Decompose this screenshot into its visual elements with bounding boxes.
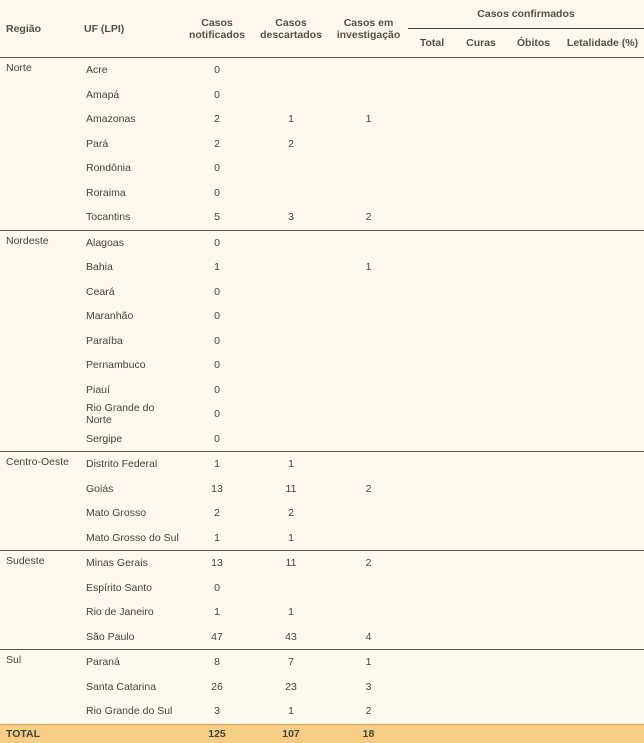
cell-confirmados-empty — [408, 402, 456, 427]
cell-regiao — [0, 501, 78, 526]
cell-notificados: 13 — [181, 551, 253, 576]
cell-regiao: Sul — [0, 650, 78, 675]
header-total: Total — [408, 29, 456, 58]
cell-confirmados-empty — [408, 625, 456, 650]
cell-confirmados-empty — [456, 181, 506, 206]
cell-confirmados-empty — [408, 576, 456, 601]
cell-confirmados-empty — [456, 304, 506, 329]
cell-regiao: Norte — [0, 58, 78, 83]
cell-confirmados-empty — [408, 83, 456, 108]
cell-investigacao — [329, 83, 408, 108]
header-descartados: Casos descartados — [253, 0, 329, 58]
cell-confirmados-empty — [506, 501, 561, 526]
table-row — [0, 452, 644, 477]
cell-notificados: 8 — [181, 650, 253, 675]
cell-uf: Paraíba — [86, 334, 123, 347]
cell-investigacao: 2 — [365, 211, 372, 224]
table-row — [0, 205, 644, 230]
cell-descartados: 1 — [288, 531, 294, 544]
cell-confirmados-empty — [561, 501, 644, 526]
cell-investigacao: 3 — [365, 680, 372, 693]
cell-regiao — [0, 699, 78, 724]
cell-confirmados-empty — [408, 58, 456, 83]
cell-confirmados-empty — [561, 452, 644, 477]
cell-notificados: 0 — [214, 285, 220, 298]
cell-descartados — [253, 255, 329, 280]
table-row — [0, 675, 644, 700]
cell-confirmados-empty — [456, 625, 506, 650]
cell-investigacao — [329, 132, 408, 157]
cell-confirmados-empty — [408, 181, 456, 206]
cell-descartados — [253, 304, 329, 329]
table-row — [0, 58, 644, 83]
table-row — [0, 625, 644, 650]
cell-descartados — [253, 156, 329, 181]
cell-confirmados-empty — [506, 378, 561, 403]
table-row — [0, 477, 644, 502]
cell-notificados: 0 — [181, 230, 253, 255]
cell-notificados: 1 — [214, 531, 220, 544]
cell-investigacao: 1 — [365, 261, 372, 274]
cell-confirmados-empty — [561, 600, 644, 625]
cell-confirmados-empty — [561, 230, 644, 255]
cell-descartados: 2 — [288, 137, 294, 150]
table-row — [0, 600, 644, 625]
cell-descartados — [253, 427, 329, 452]
cell-descartados: 3 — [288, 211, 294, 224]
cell-confirmados-empty — [561, 526, 644, 551]
cell-confirmados-empty — [408, 156, 456, 181]
cell-uf: Sergipe — [86, 432, 123, 445]
cell-confirmados-empty — [456, 501, 506, 526]
cell-investigacao — [329, 304, 408, 329]
cell-descartados: 11 — [285, 482, 297, 495]
cell-regiao — [0, 402, 78, 427]
cell-confirmados-empty — [506, 526, 561, 551]
cell-confirmados-empty — [506, 402, 561, 427]
cell-regiao — [0, 205, 78, 230]
cell-confirmados-empty — [506, 107, 561, 132]
cell-notificados: 1 — [214, 261, 220, 274]
cell-confirmados-empty — [408, 526, 456, 551]
cell-notificados: 1 — [181, 452, 253, 477]
cell-confirmados-empty — [456, 132, 506, 157]
cell-confirmados-empty — [506, 132, 561, 157]
cell-regiao — [0, 156, 78, 181]
cell-confirmados-empty — [561, 58, 644, 83]
cell-investigacao: 1 — [329, 650, 408, 675]
cell-descartados — [253, 83, 329, 108]
cell-investigacao — [329, 576, 408, 601]
cell-investigacao — [329, 600, 408, 625]
cell-confirmados-empty — [408, 675, 456, 700]
cell-descartados — [253, 58, 329, 83]
cell-uf: Rio Grande do Norte — [86, 402, 155, 427]
cell-confirmados-empty — [456, 280, 506, 305]
cell-confirmados-empty — [456, 107, 506, 132]
cell-descartados — [253, 576, 329, 601]
cell-notificados: 0 — [181, 58, 253, 83]
cell-confirmados-empty — [408, 353, 456, 378]
cell-confirmados-empty — [408, 600, 456, 625]
cell-regiao — [0, 107, 78, 132]
total-empty — [456, 724, 506, 743]
cell-regiao: Sudeste — [0, 551, 78, 576]
cell-confirmados-empty — [506, 255, 561, 280]
cell-investigacao — [329, 58, 408, 83]
cell-confirmados-empty — [456, 477, 506, 502]
cell-confirmados-empty — [561, 83, 644, 108]
cell-confirmados-empty — [561, 132, 644, 157]
cell-confirmados-empty — [408, 329, 456, 354]
table-row — [0, 576, 644, 601]
cell-investigacao — [329, 156, 408, 181]
cell-confirmados-empty — [561, 156, 644, 181]
cell-notificados: 0 — [214, 186, 220, 199]
header-curas: Curas — [456, 29, 506, 58]
cell-confirmados-empty — [456, 255, 506, 280]
cell-confirmados-empty — [506, 329, 561, 354]
table-row — [0, 402, 644, 427]
total-row — [0, 724, 644, 743]
cell-confirmados-empty — [456, 353, 506, 378]
cell-notificados: 0 — [214, 408, 220, 421]
cell-uf: Tocantins — [86, 211, 131, 224]
cell-uf: Mato Grosso do Sul — [86, 531, 179, 544]
total-descartados: 107 — [253, 724, 329, 743]
cell-confirmados-empty — [561, 675, 644, 700]
cell-confirmados-empty — [456, 83, 506, 108]
cell-confirmados-empty — [456, 675, 506, 700]
cell-uf: Amapá — [86, 88, 120, 101]
cell-confirmados-empty — [561, 304, 644, 329]
cell-confirmados-empty — [408, 230, 456, 255]
cell-confirmados-empty — [408, 205, 456, 230]
total-empty — [561, 724, 644, 743]
cell-confirmados-empty — [561, 551, 644, 576]
cell-confirmados-empty — [506, 230, 561, 255]
table-row — [0, 650, 644, 675]
cell-descartados: 11 — [253, 551, 329, 576]
cell-regiao — [0, 675, 78, 700]
cell-confirmados-empty — [561, 699, 644, 724]
cell-uf: Maranhão — [86, 310, 134, 323]
cell-notificados: 0 — [214, 383, 220, 396]
cell-confirmados-empty — [506, 650, 561, 675]
header-investigacao: Casos em investigação — [329, 0, 408, 58]
cell-descartados: 43 — [285, 630, 297, 643]
cell-regiao — [0, 477, 78, 502]
total-investigacao: 18 — [329, 724, 408, 743]
cell-descartados — [253, 230, 329, 255]
table-row — [0, 280, 644, 305]
cell-descartados: 1 — [288, 606, 294, 619]
cell-uf: Bahia — [86, 261, 113, 274]
table-row — [0, 551, 644, 576]
cell-regiao: Nordeste — [0, 230, 78, 255]
cell-confirmados-empty — [506, 551, 561, 576]
cell-uf: Roraima — [86, 186, 126, 199]
total-empty — [506, 724, 561, 743]
cell-notificados: 47 — [211, 630, 223, 643]
header-obitos: Óbitos — [506, 29, 561, 58]
cell-regiao — [0, 304, 78, 329]
cell-confirmados-empty — [561, 576, 644, 601]
cell-investigacao — [329, 452, 408, 477]
cell-confirmados-empty — [408, 551, 456, 576]
cell-investigacao — [329, 402, 408, 427]
cell-confirmados-empty — [506, 427, 561, 452]
cell-descartados — [253, 280, 329, 305]
cell-notificados: 3 — [214, 705, 220, 718]
cell-confirmados-empty — [506, 58, 561, 83]
cell-investigacao — [329, 501, 408, 526]
cell-confirmados-empty — [408, 452, 456, 477]
cell-uf: Santa Catarina — [86, 680, 157, 693]
cell-investigacao — [329, 353, 408, 378]
cell-notificados: 0 — [214, 310, 220, 323]
header-uf: UF (LPI) — [78, 0, 181, 58]
cell-notificados: 0 — [214, 88, 220, 101]
cell-descartados: 1 — [288, 705, 294, 718]
table-row — [0, 83, 644, 108]
cell-uf: Paraná — [78, 650, 181, 675]
cell-descartados: 2 — [288, 507, 294, 520]
cell-notificados: 0 — [214, 359, 220, 372]
cell-confirmados-empty — [456, 402, 506, 427]
table-row — [0, 132, 644, 157]
cell-confirmados-empty — [561, 353, 644, 378]
cell-confirmados-empty — [506, 452, 561, 477]
cell-uf: Minas Gerais — [78, 551, 181, 576]
cell-confirmados-empty — [456, 526, 506, 551]
table-row — [0, 699, 644, 724]
cell-uf: Distrito Federal — [78, 452, 181, 477]
cell-investigacao — [329, 329, 408, 354]
cell-confirmados-empty — [561, 205, 644, 230]
cell-descartados: 1 — [253, 452, 329, 477]
cell-confirmados-empty — [408, 650, 456, 675]
cell-confirmados-empty — [456, 551, 506, 576]
table-row — [0, 427, 644, 452]
cell-confirmados-empty — [408, 132, 456, 157]
table-row — [0, 156, 644, 181]
cell-uf: Pará — [86, 137, 109, 150]
cell-confirmados-empty — [506, 280, 561, 305]
table-row — [0, 353, 644, 378]
cell-confirmados-empty — [561, 477, 644, 502]
header-confirmados-group: Casos confirmados — [408, 0, 644, 29]
cell-confirmados-empty — [408, 477, 456, 502]
cell-confirmados-empty — [456, 699, 506, 724]
cell-confirmados-empty — [456, 156, 506, 181]
cell-uf: Rio de Janeiro — [86, 606, 154, 619]
cell-investigacao: 2 — [365, 482, 372, 495]
cell-descartados: 23 — [285, 680, 297, 693]
cell-confirmados-empty — [456, 452, 506, 477]
cell-confirmados-empty — [456, 329, 506, 354]
cell-investigacao: 4 — [365, 630, 372, 643]
cell-confirmados-empty — [506, 353, 561, 378]
cell-confirmados-empty — [456, 378, 506, 403]
cell-investigacao: 2 — [365, 705, 372, 718]
cell-confirmados-empty — [561, 329, 644, 354]
cell-uf: Amazonas — [86, 113, 136, 126]
cell-confirmados-empty — [506, 156, 561, 181]
header-letalidade: Letalidade (%) — [561, 29, 644, 58]
cell-uf: Pernambuco — [86, 359, 146, 372]
cell-confirmados-empty — [408, 280, 456, 305]
cell-confirmados-empty — [561, 280, 644, 305]
cell-confirmados-empty — [561, 625, 644, 650]
cell-descartados: 7 — [253, 650, 329, 675]
cell-regiao — [0, 353, 78, 378]
cell-confirmados-empty — [561, 378, 644, 403]
total-empty — [78, 724, 181, 743]
cell-confirmados-empty — [408, 304, 456, 329]
cell-uf: Rondônia — [86, 162, 131, 175]
cell-notificados: 0 — [214, 334, 220, 347]
cell-confirmados-empty — [561, 181, 644, 206]
cell-confirmados-empty — [506, 675, 561, 700]
cell-investigacao — [329, 526, 408, 551]
cell-confirmados-empty — [456, 205, 506, 230]
table-row — [0, 378, 644, 403]
total-notificados: 125 — [181, 724, 253, 743]
cell-confirmados-empty — [506, 477, 561, 502]
cell-investigacao — [329, 378, 408, 403]
cell-descartados — [253, 181, 329, 206]
cell-regiao — [0, 378, 78, 403]
cell-notificados: 2 — [214, 507, 220, 520]
header-regiao: Região — [0, 0, 78, 58]
cell-confirmados-empty — [561, 402, 644, 427]
cell-uf: Alagoas — [78, 230, 181, 255]
cell-regiao — [0, 526, 78, 551]
cell-confirmados-empty — [456, 600, 506, 625]
cell-confirmados-empty — [456, 576, 506, 601]
cell-regiao: Centro-Oeste — [0, 452, 78, 477]
cell-confirmados-empty — [506, 181, 561, 206]
cell-uf: Goiás — [86, 482, 114, 495]
cell-confirmados-empty — [408, 501, 456, 526]
cell-uf: Rio Grande do Sul — [86, 705, 173, 718]
cell-notificados: 5 — [214, 211, 220, 224]
header-notificados: Casos notificados — [181, 0, 253, 58]
cell-confirmados-empty — [506, 600, 561, 625]
cell-confirmados-empty — [408, 255, 456, 280]
cell-confirmados-empty — [561, 107, 644, 132]
cell-investigacao: 2 — [329, 551, 408, 576]
cell-confirmados-empty — [506, 625, 561, 650]
cell-regiao — [0, 600, 78, 625]
total-empty — [408, 724, 456, 743]
cell-confirmados-empty — [561, 427, 644, 452]
cell-confirmados-empty — [408, 378, 456, 403]
cell-regiao — [0, 427, 78, 452]
cell-uf: São Paulo — [86, 630, 135, 643]
cell-uf: Acre — [78, 58, 181, 83]
cell-descartados — [253, 329, 329, 354]
total-label: TOTAL — [0, 724, 78, 743]
cell-confirmados-empty — [561, 255, 644, 280]
cell-uf: Piauí — [86, 383, 110, 396]
cell-regiao — [0, 280, 78, 305]
cell-confirmados-empty — [408, 699, 456, 724]
table-row — [0, 501, 644, 526]
cell-notificados: 1 — [214, 606, 220, 619]
cell-regiao — [0, 255, 78, 280]
cell-regiao — [0, 83, 78, 108]
cell-confirmados-empty — [506, 205, 561, 230]
cell-confirmados-empty — [408, 107, 456, 132]
cell-uf: Mato Grosso — [86, 507, 147, 520]
table-row — [0, 181, 644, 206]
cell-regiao — [0, 329, 78, 354]
cell-confirmados-empty — [456, 650, 506, 675]
cell-investigacao — [329, 427, 408, 452]
cell-regiao — [0, 181, 78, 206]
cell-confirmados-empty — [456, 230, 506, 255]
cell-confirmados-empty — [506, 304, 561, 329]
cell-investigacao — [329, 280, 408, 305]
cell-uf: Espírito Santo — [86, 581, 152, 594]
cell-regiao — [0, 132, 78, 157]
table-row — [0, 230, 644, 255]
cell-confirmados-empty — [506, 699, 561, 724]
cell-investigacao: 1 — [365, 113, 372, 126]
cell-confirmados-empty — [506, 83, 561, 108]
table-row — [0, 526, 644, 551]
cell-notificados: 0 — [214, 432, 220, 445]
cell-notificados: 0 — [214, 162, 220, 175]
cell-descartados — [253, 378, 329, 403]
cell-notificados: 13 — [211, 482, 223, 495]
cell-regiao — [0, 576, 78, 601]
cell-investigacao — [329, 230, 408, 255]
cell-descartados — [253, 402, 329, 427]
table-header — [0, 0, 644, 58]
cell-investigacao — [329, 181, 408, 206]
cell-confirmados-empty — [561, 650, 644, 675]
cell-confirmados-empty — [408, 427, 456, 452]
cell-notificados: 26 — [211, 680, 223, 693]
cell-uf: Ceará — [86, 285, 115, 298]
cell-regiao — [0, 625, 78, 650]
table-row — [0, 329, 644, 354]
table-row — [0, 255, 644, 280]
cell-descartados: 1 — [288, 113, 294, 126]
cell-confirmados-empty — [456, 427, 506, 452]
cell-confirmados-empty — [456, 58, 506, 83]
cell-descartados — [253, 353, 329, 378]
cell-notificados: 2 — [214, 113, 220, 126]
cell-notificados: 0 — [214, 581, 220, 594]
cell-confirmados-empty — [506, 576, 561, 601]
table-row — [0, 107, 644, 132]
cell-notificados: 2 — [214, 137, 220, 150]
table-row — [0, 304, 644, 329]
